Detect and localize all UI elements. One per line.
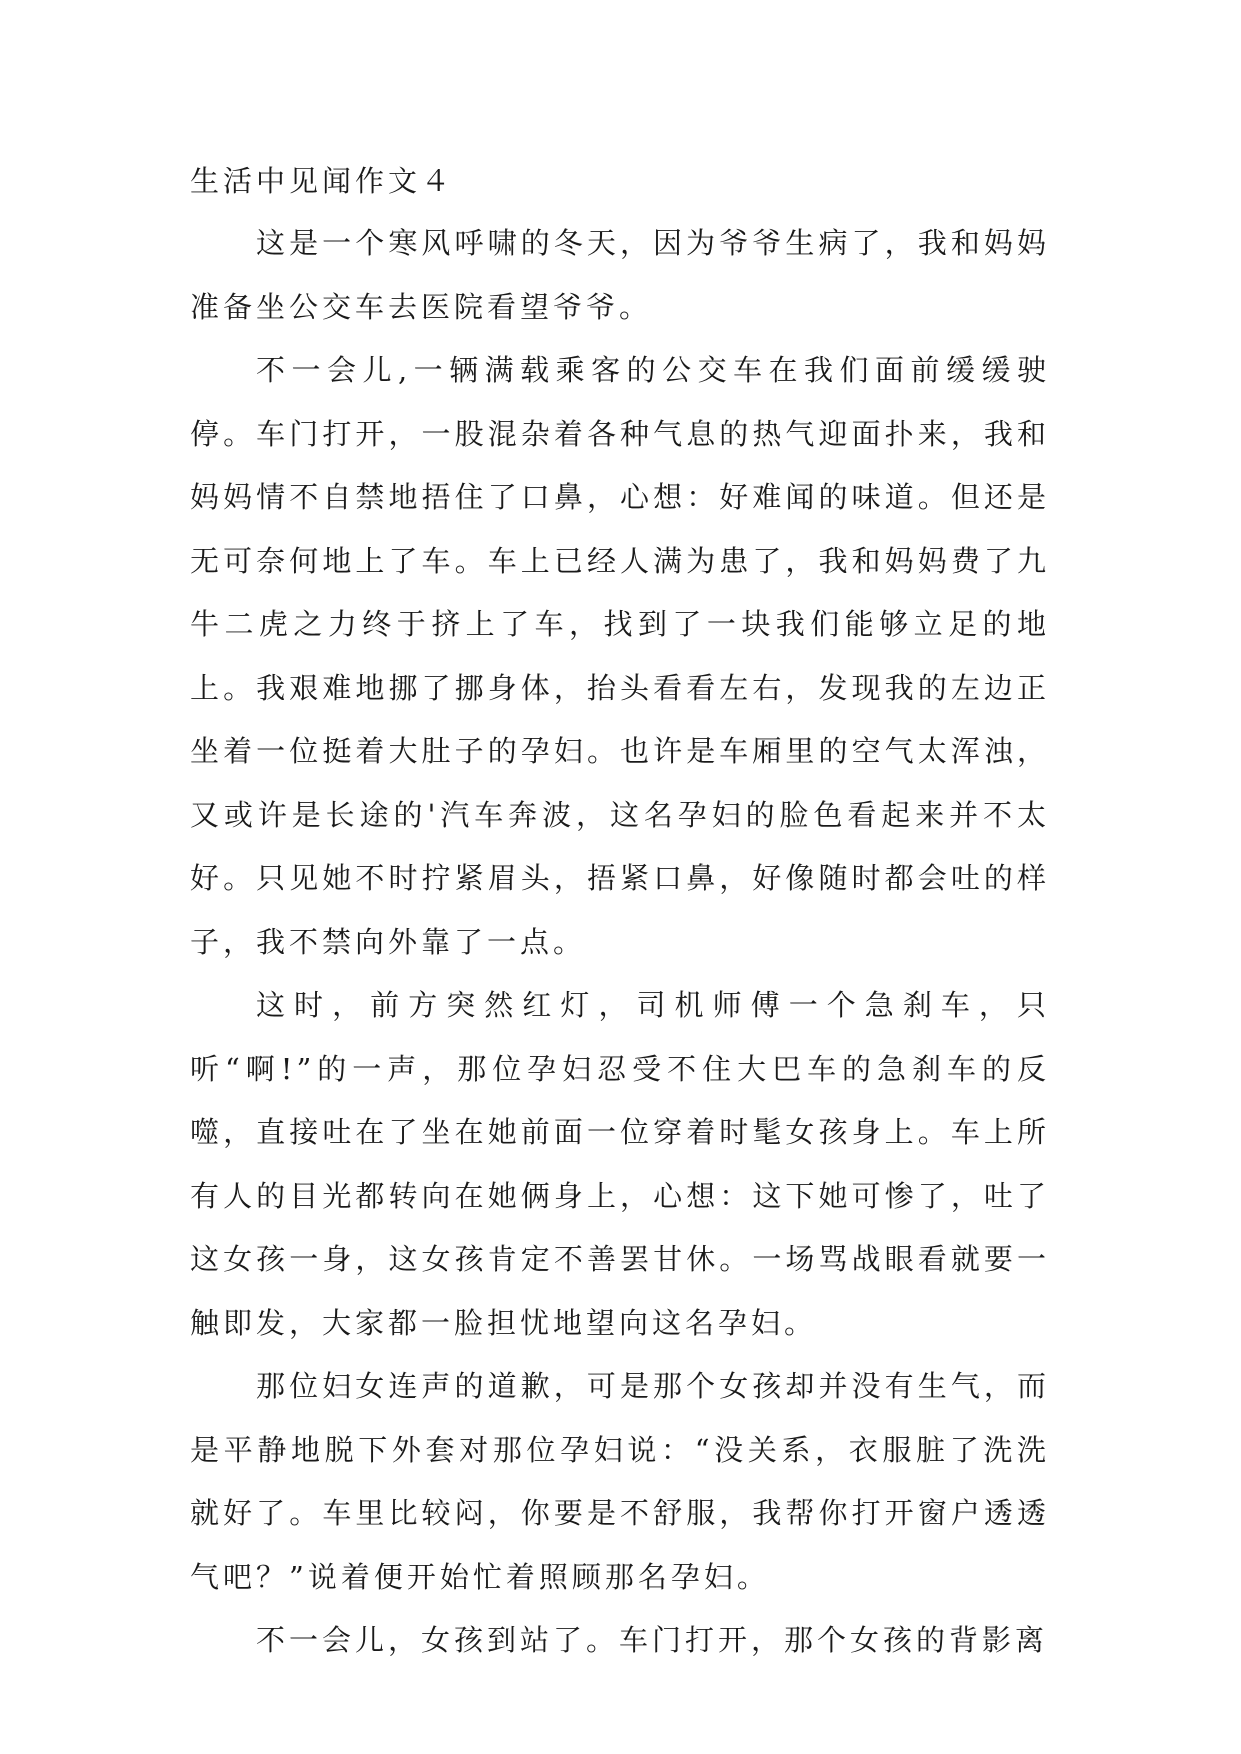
document-body (190, 150, 1050, 1673)
paragraph-1: 这是一个寒风呼啸的冬天，因为爷爷生病了，我和妈妈准备坐公交车去医院看望爷爷。 (190, 226, 1050, 324)
document-title: 生活中见闻作文４ (190, 164, 455, 198)
paragraph-5: 不一会儿，女孩到站了。车门打开，那个女孩的背影离 (256, 1623, 1049, 1657)
paragraph-4: 那位妇女连声的道歉，可是那个女孩却并没有生气，而是平静地脱下外套对那位孕妇说：“没关系，衣服脏了洗洗就好了。车里比较闷，你要是不舒服，我帮你打开窗户透透气吧？”说着便开始忙着照顾那名孕妇。 (190, 1369, 1050, 1594)
paragraph-3: 这时，前方突然红灯，司机师傅一个急刹车，只听“啊!”的一声，那位孕妇忍受不住大巴车的急刹车的反噬，直接吐在了坐在她前面一位穿着时髦女孩身上。车上所有人的目光都转向在她俩身上，心想：这下她可惨了，吐了这女孩一身，这女孩肯定不善罢甘休。一场骂战眼看就要一触即发，大家都一脸担忧地望向这名孕妇。 (190, 988, 1050, 1340)
paragraph-2: 不一会儿,一辆满载乘客的公交车在我们面前缓缓驶停。车门打开，一股混杂着各种气息的热气迎面扑来，我和妈妈情不自禁地捂住了口鼻，心想：好难闻的味道。但还是无可奈何地上了车。车上已经人满为患了，我和妈妈费了九牛二虎之力终于挤上了车，找到了一块我们能够立足的地上。我艰难地挪了挪身体，抬头看看左右，发现我的左边正坐着一位挺着大肚子的孕妇。也许是车厢里的空气太浑浊，又或许是长途的'汽车奔波，这名孕妇的脸色看起来并不太好。只见她不时拧紧眉头，捂紧口鼻，好像随时都会吐的样子，我不禁向外靠了一点。 (190, 353, 1050, 959)
